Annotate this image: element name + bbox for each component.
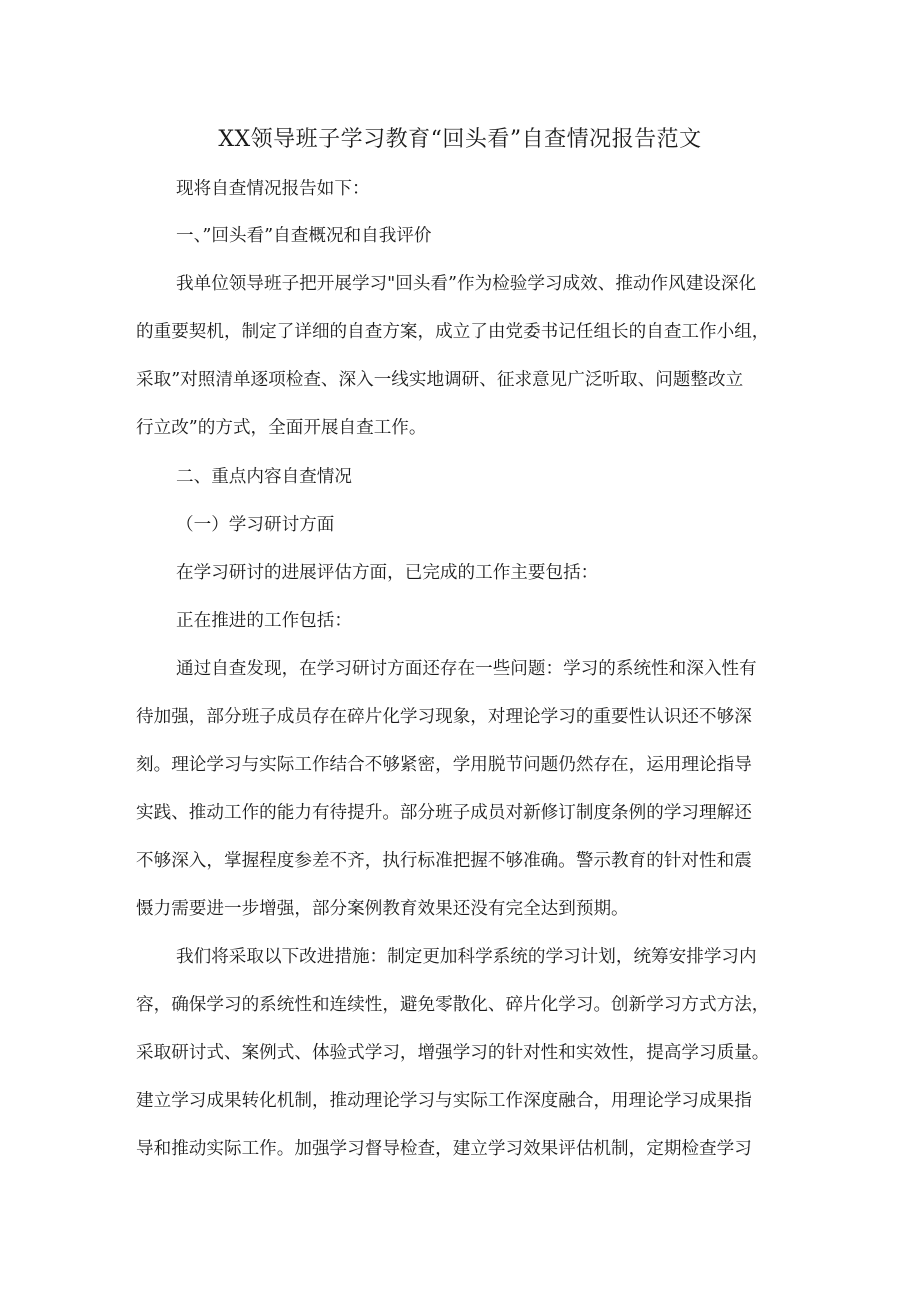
measures-paragraph-line: 我们将采取以下改进措施：制定更加科学系统的学习计划，统筹安排学习内 [176, 947, 757, 967]
section1-heading: 一、”回头看”自查概况和自我评价 [176, 226, 432, 246]
section1-paragraph-line: 我单位领导班子把开展学习"回头看”作为检验学习成效、推动作风建设深化 [176, 274, 757, 294]
section2-heading: 二、重点内容自查情况 [176, 467, 352, 487]
problems-paragraph-line: 不够深入，掌握程度参差不齐，执行标准把握不够准确。警示教育的针对性和震 [136, 851, 752, 871]
section1-paragraph-line: 行立改”的方式，全面开展自查工作。 [136, 418, 427, 438]
problems-paragraph-line: 慑力需要进一步增强，部分案例教育效果还没有完全达到预期。 [136, 899, 629, 919]
problems-paragraph-line: 待加强，部分班子成员存在碎片化学习现象，对理论学习的重要性认识还不够深 [136, 707, 752, 727]
subsection1-heading: （一）学习研讨方面 [176, 515, 335, 535]
measures-paragraph-line: 采取研讨式、案例式、体验式学习，增强学习的针对性和实效性，提高学习质量。 [136, 1043, 770, 1063]
document-title: XX领导班子学习教育“回头看”自查情况报告范文 [218, 127, 702, 152]
problems-paragraph-line: 通过自查发现，在学习研讨方面还存在一些问题：学习的系统性和深入性有 [176, 659, 757, 679]
section1-paragraph-line: 的重要契机，制定了详细的自查方案，成立了由党委书记任组长的自查工作小组， [136, 322, 770, 342]
measures-paragraph-line: 容，确保学习的系统性和连续性，避免零散化、碎片化学习。创新学习方式方法， [136, 995, 770, 1015]
intro-text: 现将自查情况报告如下： [176, 179, 370, 199]
problems-paragraph-line: 实践、推动工作的能力有待提升。部分班子成员对新修订制度条例的学习理解还 [136, 803, 752, 823]
problems-paragraph-line: 刻。理论学习与实际工作结合不够紧密，学用脱节问题仍然存在，运用理论指导 [136, 755, 752, 775]
ongoing-work-text: 正在推进的工作包括： [176, 611, 352, 631]
completed-work-text: 在学习研讨的进展评估方面，已完成的工作主要包括： [176, 563, 599, 583]
section1-paragraph-line: 采取”对照清单逐项检查、深入一线实地调研、征求意见广泛听取、问题整改立 [136, 370, 744, 390]
measures-paragraph-line: 导和推动实际工作。加强学习督导检查，建立学习效果评估机制，定期检查学习 [136, 1139, 752, 1159]
measures-paragraph-line: 建立学习成果转化机制，推动理论学习与实际工作深度融合，用理论学习成果指 [136, 1091, 752, 1111]
